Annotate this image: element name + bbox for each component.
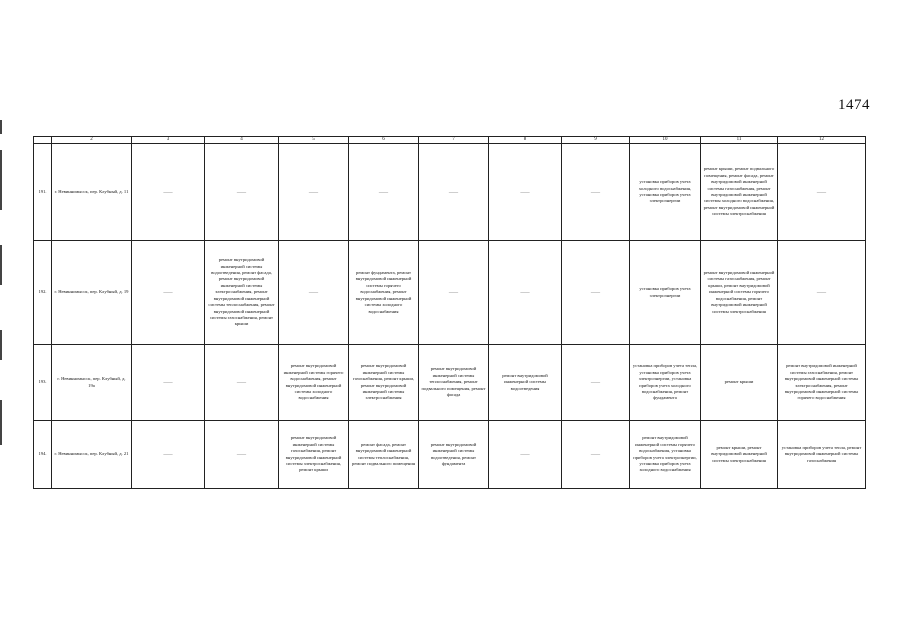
table-cell: —— bbox=[562, 144, 630, 241]
table-cell: установка приборов учета тепла, ремонт внутридомовой инженерной системы газоснабжения bbox=[778, 421, 866, 489]
header-cell bbox=[34, 137, 52, 144]
row-address: г. Невинномысск, пер. Клубный, д. 11 bbox=[52, 144, 132, 241]
header-cell: 6 bbox=[349, 137, 419, 144]
scan-edge-mark bbox=[0, 400, 2, 445]
table-cell: —— bbox=[205, 345, 279, 421]
table-cell: —— bbox=[132, 345, 205, 421]
table-cell: установка приборов учета электроэнергии bbox=[630, 241, 701, 345]
table-cell: —— bbox=[279, 144, 349, 241]
table-row bbox=[34, 345, 866, 421]
table-cell: ремонт внутридомовой инженерной системы водоотведения, ремонт фасада, ремонт внутридомовой инженерной системы электроснабжения, ремонт внутридомовой инженерной системы теплоснабжения, ремонт внутридомовой инженерной системы газоснабжения, ремонт крыши bbox=[205, 241, 279, 345]
table-cell: ремонт внутридомовой инженерной системы горячего водоснабжения, ремонт внутридомовой инженерной системы холодного водоснабжения bbox=[279, 345, 349, 421]
header-cell: 3 bbox=[132, 137, 205, 144]
table-cell: установка приборов учета холодного водоснабжения, установка приборов учета электроэнергии bbox=[630, 144, 701, 241]
table-cell: ремонт крыши bbox=[701, 345, 778, 421]
table-cell: ремонт внутридомовой инженерной системы водоотведения bbox=[489, 345, 562, 421]
table-row bbox=[34, 421, 866, 489]
header-cell: 12 bbox=[778, 137, 866, 144]
table-cell: —— bbox=[562, 345, 630, 421]
table-cell: ремонт внутридомовой инженерной системы теплоснабжения, ремонт подвального помещения, ремонт фасада bbox=[419, 345, 489, 421]
table-cell: ремонт внутридомовой инженерной системы газоснабжения, ремонт крыши, ремонт внутридомовой инженерной системы электроснабжения bbox=[349, 345, 419, 421]
table-cell: —— bbox=[132, 144, 205, 241]
header-cell: 4 bbox=[205, 137, 279, 144]
row-address: г. Невинномысск, пер. Клубный, д. 19а bbox=[52, 345, 132, 421]
header-cell: 2 bbox=[52, 137, 132, 144]
table-cell: —— bbox=[132, 241, 205, 345]
table-cell: ремонт крыши, ремонт подвального помещения, ремонт фасада, ремонт внутридомовой инженерной системы газоснабжения, ремонт внутридомовой инженерной системы холодного водоснабжения, ремонт внутридомовой инженерной системы электроснабжения bbox=[701, 144, 778, 241]
header-cell: 9 bbox=[562, 137, 630, 144]
table-cell: установка приборов учета тепла, установка приборов учета электроэнергии, установка приборов учета холодного водоснабжения, ремонт фундамента bbox=[630, 345, 701, 421]
table-cell: —— bbox=[205, 421, 279, 489]
table-cell: —— bbox=[205, 144, 279, 241]
table-cell: ремонт внутридомовой инженерной системы газоснабжения, ремонт внутридомовой инженерной системы электроснабжения, ремонт крыши bbox=[279, 421, 349, 489]
table-cell: —— bbox=[419, 241, 489, 345]
row-number: 194. bbox=[34, 421, 52, 489]
table-cell: —— bbox=[489, 241, 562, 345]
header-cell: 8 bbox=[489, 137, 562, 144]
header-cell: 5 bbox=[279, 137, 349, 144]
table-cell: —— bbox=[132, 421, 205, 489]
table-cell: —— bbox=[349, 144, 419, 241]
scan-edge-mark bbox=[0, 150, 2, 210]
row-address: г. Невинномысск, пер. Клубный, д. 19 bbox=[52, 241, 132, 345]
table-cell: ремонт фундамента, ремонт внутридомовой инженерной системы горячего водоснабжения, ремонт внутридомовой инженерной системы холодного водоснабжения bbox=[349, 241, 419, 345]
page-number: 1474 bbox=[838, 97, 870, 113]
row-number: 193. bbox=[34, 345, 52, 421]
table-cell: ремонт крыши, ремонт внутридомовой инженерной системы электроснабжения bbox=[701, 421, 778, 489]
table-cell: —— bbox=[419, 144, 489, 241]
table-cell: ремонт внутридомовой инженерной системы газоснабжения, ремонт крыши, ремонт внутридомовой инженерной системы горячего водоснабжения, ремонт внутридомовой инженерной системы электроснабжения bbox=[701, 241, 778, 345]
repair-schedule-table bbox=[33, 136, 866, 489]
table-cell: ремонт фасада, ремонт внутридомовой инженерной системы теплоснабжения, ремонт подвального помещения bbox=[349, 421, 419, 489]
table-cell: —— bbox=[778, 241, 866, 345]
table-cell: —— bbox=[279, 241, 349, 345]
table-cell: —— bbox=[778, 144, 866, 241]
table-cell: —— bbox=[489, 421, 562, 489]
table-cell: —— bbox=[489, 144, 562, 241]
header-cell: 11 bbox=[701, 137, 778, 144]
header-cell: 7 bbox=[419, 137, 489, 144]
table-cell: ремонт внутридомовой инженерной системы горячего водоснабжения, установка приборов учета электроэнергии, установка приборов учета холодного водоснабжения bbox=[630, 421, 701, 489]
table-cell: —— bbox=[562, 241, 630, 345]
header-row bbox=[34, 137, 866, 144]
table-row bbox=[34, 241, 866, 345]
scan-edge-mark bbox=[0, 330, 2, 360]
table-cell: —— bbox=[562, 421, 630, 489]
table-cell: ремонт внутридомовой инженерной системы водоотведения, ремонт фундамента bbox=[419, 421, 489, 489]
header-cell: 10 bbox=[630, 137, 701, 144]
row-address: г. Невинномысск, пер. Клубный, д. 21 bbox=[52, 421, 132, 489]
table-cell: ремонт внутридомовой инженерной системы газоснабжения, ремонт внутридомовой инженерной системы электроснабжения, ремонт внутридомовой инженерной системы горячего водоснабжения bbox=[778, 345, 866, 421]
table-row bbox=[34, 144, 866, 241]
scan-edge-mark bbox=[0, 245, 2, 285]
scan-edge-mark bbox=[0, 120, 2, 134]
row-number: 192. bbox=[34, 241, 52, 345]
row-number: 191. bbox=[34, 144, 52, 241]
